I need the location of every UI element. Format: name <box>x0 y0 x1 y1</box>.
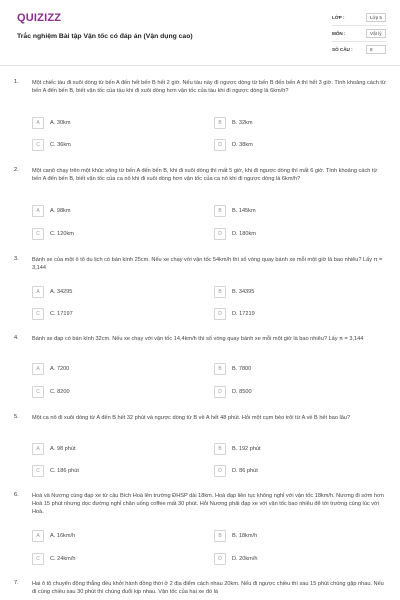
option-letter: D <box>214 465 226 477</box>
option-letter: A <box>32 363 44 375</box>
question-text: Một chiếc tàu đi xuôi dòng từ bến A đến hết bến B hết 2 giờ. Nếu tàu này đi ngược dòng từ bến B đến bến A thì hết 3 giờ. Tính khoảng cách từ bến A đến bến B, biết vận tốc của tàu khi đi xuôi dòng hơn vận tốc của tàu khi đi ngược dòng là 6km/h? <box>32 80 386 95</box>
question-text: Một canô chạy trên một khúc sông từ bến A đến bến B, khi đi xuôi dòng thì mất 5 giờ, khi đi ngược dòng thì mất 6 giờ. Tính khoảng cách từ bến A đến bến B, biết vận tốc của ca nô khi đi xuôi dòng hơn vận tốc của ca nô khi đi ngược dòng là 6km/h? <box>32 168 378 183</box>
option-text: A. 30km <box>50 120 71 126</box>
option-letter: B <box>214 443 226 455</box>
option-letter: C <box>32 386 44 398</box>
option-letter: B <box>214 286 226 298</box>
option-a[interactable] <box>32 286 182 299</box>
option-text: B. 145km <box>232 208 256 214</box>
option-text: B. 32km <box>232 120 253 126</box>
option-b[interactable] <box>214 363 364 376</box>
option-letter: C <box>32 553 44 565</box>
question-number: 2. <box>14 167 19 173</box>
option-c[interactable] <box>32 553 182 566</box>
option-letter: A <box>32 117 44 129</box>
option-text: C. 186 phút <box>50 468 79 474</box>
question-number: 1. <box>14 79 19 85</box>
option-text: D. 20km/h <box>232 556 258 562</box>
option-letter: D <box>214 228 226 240</box>
option-letter: B <box>214 205 226 217</box>
option-text: C. 17197 <box>50 311 73 317</box>
question-text: Một ca nô đi xuôi dòng từ A đến B hết 32 phút và ngược dòng từ B về A hết 48 phút. Hỏi một cụm bèo trôi từ A về B hết bao lâu? <box>32 415 351 421</box>
option-text: D. 8500 <box>232 389 252 395</box>
option-text: A. 98 phút <box>50 446 76 452</box>
option-d[interactable] <box>214 553 364 566</box>
option-c[interactable] <box>32 308 182 321</box>
option-d[interactable] <box>214 386 364 399</box>
question-number: 4. <box>14 335 19 341</box>
option-letter: B <box>214 117 226 129</box>
socau-value: 8 <box>366 45 386 54</box>
meta-divider <box>332 41 386 42</box>
option-text: D. 180km <box>232 231 256 237</box>
quizizz-logo: QUIZIZZ <box>17 12 62 24</box>
page-title: Trắc nghiệm Bài tập Vận tốc có đáp án (Vận dụng cao) <box>17 33 193 40</box>
lop-value: Lớp 5 <box>366 13 386 22</box>
option-text: A. 98km <box>50 208 71 214</box>
option-c[interactable] <box>32 228 182 241</box>
option-d[interactable] <box>214 228 364 241</box>
lop-label: LỚP : <box>332 15 345 20</box>
option-text: C. 24km/h <box>50 556 76 562</box>
mon-label: MÔN : <box>332 31 346 36</box>
option-b[interactable] <box>214 286 364 299</box>
meta-divider <box>332 25 386 26</box>
option-letter: D <box>214 553 226 565</box>
option-letter: C <box>32 228 44 240</box>
option-a[interactable] <box>32 363 182 376</box>
option-b[interactable] <box>214 530 364 543</box>
option-letter: D <box>214 386 226 398</box>
option-letter: A <box>32 286 44 298</box>
option-letter: A <box>32 530 44 542</box>
option-letter: B <box>214 530 226 542</box>
option-text: C. 120km <box>50 231 74 237</box>
question-number: 3. <box>14 256 19 262</box>
option-b[interactable] <box>214 443 364 456</box>
option-d[interactable] <box>214 308 364 321</box>
option-a[interactable] <box>32 530 182 543</box>
question-number: 7. <box>14 580 19 586</box>
question-text: Bánh xe của một ô tô du lịch có bán kính 25cm. Nếu xe chạy với vận tốc 54km/h thì số vòng quay bánh xe mỗi một giờ là bao nhiêu? Lấy π = 3,144 <box>32 257 383 272</box>
page-header <box>0 0 400 66</box>
option-b[interactable] <box>214 205 364 218</box>
option-letter: B <box>214 363 226 375</box>
option-a[interactable] <box>32 443 182 456</box>
socau-label: SỐ CÂU : <box>332 47 353 52</box>
option-text: B. 192 phút <box>232 446 261 452</box>
question-text: Bánh xe đạp có bán kính 32cm. Nếu xe chạy với vận tốc 14,4km/h thì số vòng quay bánh xe mỗi một giờ là bao nhiêu? Lấy π = 3,144 <box>32 336 364 342</box>
option-letter: A <box>32 443 44 455</box>
question-text: Hai ô tô chuyển động thẳng đều khởi hành đồng thời ở 2 địa điểm cách nhau 20km. Nếu đi ngược chiều thì sau 15 phút chúng gặp nhau. Nếu đi cùng chiều sau 30 phút thì chúng đuổi kịp nhau. Vận tốc của hai xe đó là <box>32 581 384 596</box>
question-text: Hoà và Nương cùng đạp xe từ câu Bích Hoà lên trường ĐHSP dài 18km. Hoà đạp liên tục không nghỉ với vận tốc 18km/h. Nương đi sớm hơn Hoà 15 phút nhưng dọc đường nghỉ chân uống coffee mất 30 phút. Hỏi Nương phải đạp xe với vận tốc bao nhiêu để tới trường cùng lúc với Hoà. <box>32 493 384 516</box>
option-letter: C <box>32 465 44 477</box>
option-a[interactable] <box>32 205 182 218</box>
option-letter: C <box>32 308 44 320</box>
option-text: B. 34395 <box>232 289 255 295</box>
option-c[interactable] <box>32 139 182 152</box>
option-letter: D <box>214 139 226 151</box>
question-number: 6. <box>14 492 19 498</box>
option-b[interactable] <box>214 117 364 130</box>
option-a[interactable] <box>32 117 182 130</box>
option-text: B. 18km/h <box>232 533 258 539</box>
question-number: 5. <box>14 414 19 420</box>
mon-value: Vật lý <box>366 29 386 38</box>
option-d[interactable] <box>214 139 364 152</box>
option-letter: C <box>32 139 44 151</box>
option-letter: D <box>214 308 226 320</box>
option-c[interactable] <box>32 465 182 478</box>
option-text: C. 8200 <box>50 389 70 395</box>
option-text: D. 86 phút <box>232 468 258 474</box>
option-letter: A <box>32 205 44 217</box>
option-text: D. 17219 <box>232 311 255 317</box>
option-text: A. 7200 <box>50 366 70 372</box>
option-text: D. 38km <box>232 142 253 148</box>
option-text: A. 34295 <box>50 289 73 295</box>
option-text: B. 7800 <box>232 366 252 372</box>
option-text: C. 36km <box>50 142 71 148</box>
option-d[interactable] <box>214 465 364 478</box>
option-c[interactable] <box>32 386 182 399</box>
option-text: A. 16km/h <box>50 533 76 539</box>
